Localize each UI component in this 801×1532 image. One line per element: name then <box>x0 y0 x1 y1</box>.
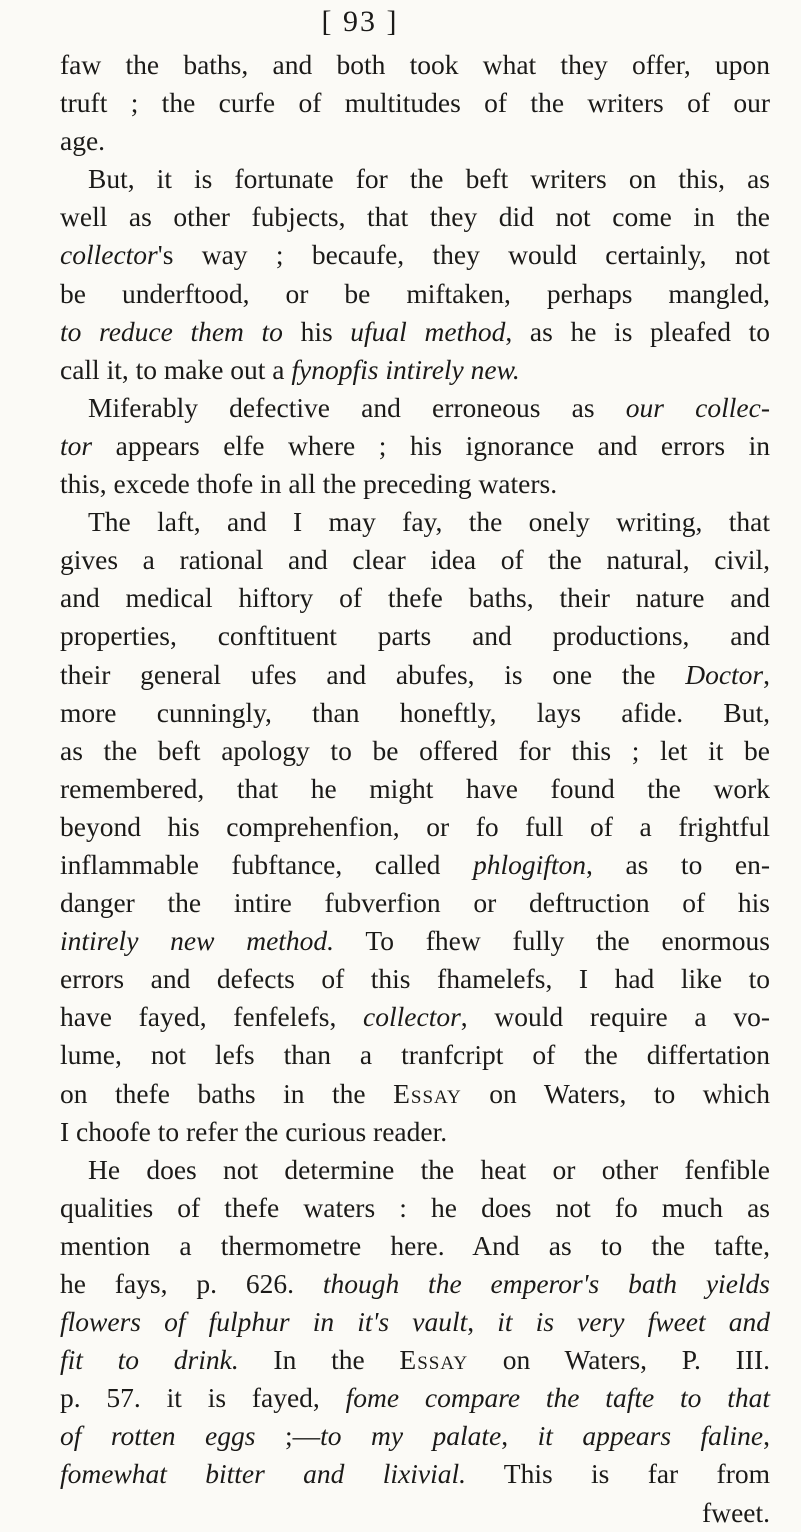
text-run: , <box>763 658 770 690</box>
text-run: , would require a vo- <box>460 1001 770 1033</box>
italic-run: it is very fweet and <box>497 1306 771 1338</box>
text-line <box>60 351 770 389</box>
italic-run: fit to drink. <box>60 1344 239 1376</box>
text-run: fweet. <box>702 1496 770 1528</box>
text-line <box>60 732 770 770</box>
text-line <box>60 1265 770 1303</box>
text-line <box>60 1036 770 1074</box>
text-line <box>60 1227 770 1265</box>
text-line <box>60 160 770 198</box>
text-run: their general ufes and abufes, is one the <box>60 658 686 690</box>
text-run: more cunningly, than honeftly, lays afide. But, <box>60 696 770 728</box>
text-run: , as he is pleafed to <box>505 315 770 347</box>
text-run: be underftood, or be miftaken, perhaps mangled, <box>60 277 770 309</box>
text-run: mention a thermometre here. And as to the tafte, <box>60 1229 770 1261</box>
text-run: beyond his comprehenfion, or fo full of a frightful <box>60 810 770 842</box>
page-body <box>60 46 770 1532</box>
italic-run: it appears faline <box>537 1420 764 1452</box>
book-page <box>60 0 771 1528</box>
text-run: This is far from <box>465 1458 770 1490</box>
text-line <box>60 46 770 84</box>
text-run: In the <box>238 1344 400 1376</box>
text-line <box>60 998 770 1036</box>
text-line <box>60 198 770 236</box>
text-line <box>60 694 770 732</box>
text-line <box>60 922 770 960</box>
text-line <box>60 122 770 160</box>
text-run: appears elfe where ; his ignorance and errors in <box>92 429 770 461</box>
text-line <box>60 275 770 313</box>
text-line <box>60 579 770 617</box>
text-run: To fhew fully the enormous <box>334 925 770 957</box>
text-line <box>60 1151 770 1189</box>
text-run: faw the baths, and both took what they offer, upon <box>60 49 770 80</box>
italic-run: tor <box>60 429 93 461</box>
text-run: danger the intire fubverfion or deftruction of his <box>60 887 770 919</box>
text-run: properties, conftituent parts and productions, and <box>60 620 770 652</box>
italic-run: fynopfis intirely new. <box>291 353 520 385</box>
text-line <box>60 960 770 998</box>
small-caps-run: Essay <box>399 1344 469 1376</box>
text-line <box>60 465 770 503</box>
italic-run: fome compare the tafte to that <box>345 1382 770 1414</box>
text-line <box>60 1417 770 1455</box>
text-run: He does not determine the heat or other fenfible <box>88 1153 770 1185</box>
text-run: on thefe baths in the <box>60 1077 394 1109</box>
text-run: I choofe to refer the curious reader. <box>60 1115 448 1147</box>
text-line <box>60 236 770 274</box>
text-run: qualities of thefe waters : he does not fo much as <box>60 1191 770 1223</box>
page-header <box>60 2 770 42</box>
italic-run: our collec- <box>625 391 770 423</box>
small-caps-run: Essay <box>393 1077 462 1109</box>
italic-run: flowers of fulphur in it's vault <box>60 1306 468 1338</box>
text-run: , <box>467 1306 498 1338</box>
text-line <box>60 389 770 427</box>
text-run: , as to en- <box>586 848 770 880</box>
text-run: on Waters, P. III. <box>468 1344 770 1376</box>
text-run: 's way ; becaufe, they would certainly, not <box>157 239 770 271</box>
text-line <box>60 617 770 655</box>
italic-run: to my palate <box>320 1420 502 1452</box>
text-line <box>60 1303 770 1341</box>
text-line <box>60 1341 770 1379</box>
text-line <box>60 1075 770 1113</box>
italic-run: phlogifton <box>472 848 587 880</box>
text-run: well as other fubjects, that they did not come in the <box>60 201 770 233</box>
italic-run: intirely new method. <box>60 925 335 957</box>
text-run: The laft, and I may fay, the onely writing, that <box>88 506 770 538</box>
italic-run: to reduce them to <box>60 315 283 347</box>
text-line <box>60 1379 770 1417</box>
text-line <box>60 84 770 122</box>
text-run: have fayed, fenfelefs, <box>60 1001 364 1033</box>
text-line <box>60 656 770 694</box>
text-run: ;— <box>255 1420 321 1452</box>
text-run: his <box>282 315 351 347</box>
text-run: Miferably defective and erroneous as <box>88 391 626 423</box>
text-run: lume, not lefs than a tranfcript of the differtation <box>60 1039 770 1071</box>
text-run: he fays, p. 626. <box>60 1268 323 1299</box>
text-line <box>60 541 770 579</box>
text-run: , <box>763 1420 771 1452</box>
text-line <box>60 1455 770 1493</box>
text-line <box>60 503 770 541</box>
text-line <box>60 313 770 351</box>
text-line <box>60 884 770 922</box>
text-line <box>60 808 770 846</box>
text-line <box>60 770 770 808</box>
text-run: gives a rational and clear idea of the natural, civil, <box>60 544 770 576</box>
text-run: as the beft apology to be offered for this ; let it be <box>60 734 770 766</box>
text-line <box>60 1113 770 1151</box>
text-run: inflammable fubftance, called <box>60 848 473 880</box>
italic-run: though the emperor's bath yields <box>322 1268 770 1299</box>
text-run: truft ; the curfe of multitudes of the writers of our <box>60 87 770 119</box>
text-run: age. <box>60 125 106 157</box>
italic-run: ufual method <box>350 315 506 347</box>
text-run: on Waters, to which <box>461 1077 771 1109</box>
text-run: , <box>501 1420 538 1452</box>
catchword <box>60 1494 770 1532</box>
text-run: this, excede thofe in all the preceding waters. <box>60 468 558 500</box>
text-run: errors and defects of this fhamelefs, I had like to <box>60 963 770 995</box>
text-line <box>60 1189 770 1227</box>
italic-run: Doctor <box>685 658 764 690</box>
text-line <box>60 846 770 884</box>
text-run: and medical hiftory of thefe baths, their nature and <box>60 582 770 614</box>
text-run: call it, to make out a <box>60 353 292 385</box>
italic-run: collector <box>363 1001 461 1033</box>
text-run: remembered, that he might have found the work <box>60 772 770 804</box>
text-run: p. 57. it is fayed, <box>60 1382 346 1414</box>
text-line <box>60 427 770 465</box>
text-run: But, it is fortunate for the beft writers on this, as <box>88 163 770 195</box>
page-number: [ 93 ] <box>321 5 399 38</box>
italic-run: of rotten eggs <box>60 1420 256 1452</box>
italic-run: fomewhat bitter and lixivial. <box>60 1458 466 1490</box>
italic-run: collector <box>60 239 158 271</box>
